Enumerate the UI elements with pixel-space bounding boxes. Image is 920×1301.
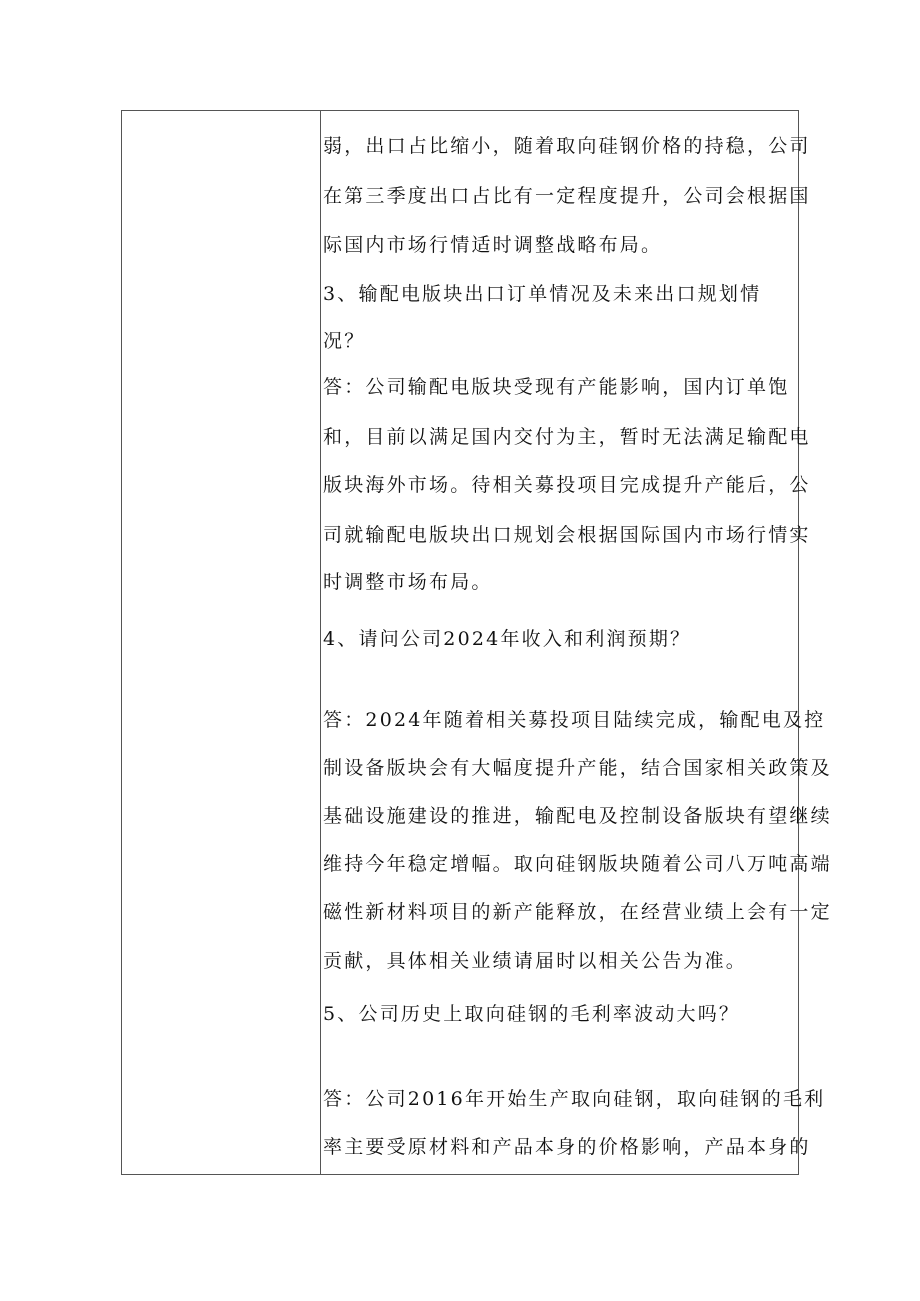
question-heading: 3、输配电版块出口订单情况及未来出口规划情 [323, 283, 762, 305]
text-line: 弱，出口占比缩小，随着取向硅钢价格的持稳，公司 [323, 135, 811, 157]
text-line: 司就输配电版块出口规划会根据国际国内市场行情实 [323, 524, 811, 546]
question-heading: 5、公司历史上取向硅钢的毛利率波动大吗？ [323, 1003, 741, 1025]
text-line: 和，目前以满足国内交付为主，暂时无法满足输配电 [323, 426, 811, 448]
question-heading: 况？ [323, 330, 366, 352]
text-line: 在第三季度出口占比有一定程度提升，公司会根据国 [323, 185, 811, 207]
text-line: 磁性新材料项目的新产能释放，在经营业绩上会有一定 [323, 901, 832, 923]
text-line: 时调整市场布局。 [323, 571, 493, 593]
answer-cell [122, 111, 832, 1174]
text-line: 答：公司2016年开始生产取向硅钢，取向硅钢的毛利 [323, 1088, 826, 1110]
text-line: 际国内市场行情适时调整战略布局。 [323, 234, 663, 256]
qa-table [121, 110, 832, 1175]
text-line: 制设备版块会有大幅度提升产能，结合国家相关政策及 [323, 757, 832, 779]
question-heading: 4、请问公司2024年收入和利润预期？ [323, 628, 692, 650]
text-line: 贡献，具体相关业绩请届时以相关公告为准。 [323, 950, 748, 972]
text-line: 基础设施建设的推进，输配电及控制设备版块有望继续 [323, 805, 832, 827]
text-line: 维持今年稳定增幅。取向硅钢版块随着公司八万吨高端 [323, 853, 832, 875]
text-line: 版块海外市场。待相关募投项目完成提升产能后，公 [323, 474, 811, 496]
text-line: 率主要受原材料和产品本身的价格影响，产品本身的 [323, 1136, 811, 1158]
text-line: 答：2024年随着相关募投项目陆续完成，输配电及控 [323, 709, 826, 731]
text-line: 答：公司输配电版块受现有产能影响，国内订单饱 [323, 376, 790, 398]
